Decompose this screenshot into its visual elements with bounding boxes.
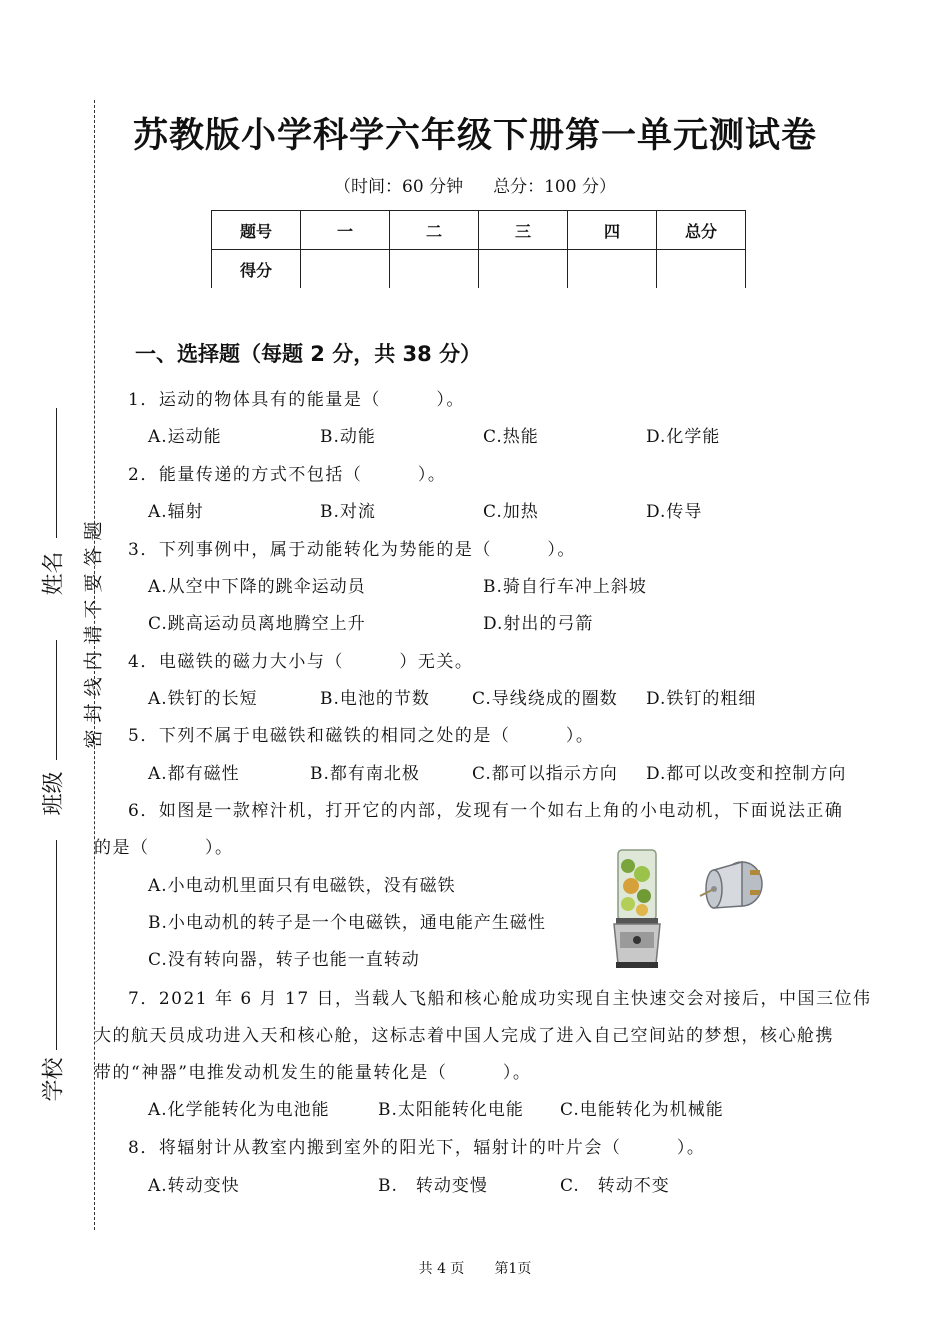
motor-image bbox=[696, 856, 768, 918]
score-header-cell: 四 bbox=[568, 211, 657, 250]
q3-option-a[interactable]: A.从空中下降的跳伞运动员 bbox=[148, 577, 366, 597]
q5-option-b[interactable]: B.都有南北极 bbox=[310, 764, 420, 784]
q3-option-d[interactable]: D.射出的弓箭 bbox=[483, 614, 594, 634]
q6-option-c[interactable]: C.没有转向器，转子也能一直转动 bbox=[148, 950, 420, 970]
score-cell[interactable] bbox=[568, 250, 657, 289]
class-label: 班级 bbox=[41, 771, 67, 816]
q1-option-c[interactable]: C.热能 bbox=[483, 427, 539, 447]
school-underline bbox=[56, 840, 57, 1050]
q3-option-c[interactable]: C.跳高运动员离地腾空上升 bbox=[148, 614, 366, 634]
q7-option-b[interactable]: B.太阳能转化电能 bbox=[378, 1100, 524, 1120]
question-4-stem: 4．电磁铁的磁力大小与（ ）无关。 bbox=[128, 652, 474, 672]
school-label: 学校 bbox=[41, 1057, 67, 1102]
score-header-cell: 三 bbox=[479, 211, 568, 250]
score-header-cell: 一 bbox=[301, 211, 390, 250]
question-7-stem-line2: 大的航天员成功进入天和核心舱，这标志着中国人完成了进入自己空间站的梦想，核心舱携 bbox=[94, 1026, 834, 1046]
q2-option-c[interactable]: C.加热 bbox=[483, 502, 539, 522]
score-table-header-row bbox=[212, 211, 746, 250]
question-6-stem-line1: 6．如图是一款榨汁机，打开它的内部，发现有一个如右上角的小电动机，下面说法正确 bbox=[128, 801, 844, 821]
question-8-stem: 8．将辐射计从教室内搬到室外的阳光下，辐射计的叶片会（ ）。 bbox=[128, 1138, 706, 1158]
page-title: 苏教版小学科学六年级下册第一单元测试卷 bbox=[132, 116, 817, 156]
score-header-cell: 题号 bbox=[212, 211, 301, 250]
score-cell[interactable] bbox=[390, 250, 479, 289]
section-title: 一、选择题（每题 2 分，共 38 分） bbox=[135, 342, 482, 366]
total-pages: 共 4 页 bbox=[418, 1261, 465, 1277]
q5-option-c[interactable]: C.都可以指示方向 bbox=[472, 764, 618, 784]
seal-instruction: 密封线内请不要答题 bbox=[82, 514, 105, 749]
q8-option-b[interactable]: B. 转动变慢 bbox=[378, 1176, 488, 1196]
q5-option-a[interactable]: A.都有磁性 bbox=[148, 764, 240, 784]
question-3-stem: 3．下列事例中，属于动能转化为势能的是（ ）。 bbox=[128, 540, 576, 560]
page-footer bbox=[0, 1258, 950, 1278]
question-7-stem-line3: 带的“神器”电推发动机发生的能量转化是（ ）。 bbox=[94, 1063, 532, 1083]
q7-option-a[interactable]: A.化学能转化为电池能 bbox=[148, 1100, 330, 1120]
q1-option-b[interactable]: B.动能 bbox=[320, 427, 376, 447]
score-table-score-row bbox=[212, 250, 746, 289]
score-row-label: 得分 bbox=[212, 250, 301, 289]
q4-option-b[interactable]: B.电池的节数 bbox=[320, 689, 430, 709]
q8-option-c[interactable]: C. 转动不变 bbox=[560, 1176, 670, 1196]
score-cell[interactable] bbox=[301, 250, 390, 289]
question-2-stem: 2．能量传递的方式不包括（ ）。 bbox=[128, 465, 447, 485]
q2-option-b[interactable]: B.对流 bbox=[320, 502, 376, 522]
question-6-stem-line2: 的是（ ）。 bbox=[94, 838, 234, 858]
exam-total: 总分：100 分） bbox=[493, 177, 616, 197]
exam-time: （时间：60 分钟 bbox=[334, 177, 464, 197]
q5-option-d[interactable]: D.都可以改变和控制方向 bbox=[646, 764, 847, 784]
class-underline bbox=[56, 640, 57, 760]
q2-option-d[interactable]: D.传导 bbox=[646, 502, 703, 522]
q1-option-a[interactable]: A.运动能 bbox=[148, 427, 222, 447]
name-underline bbox=[56, 408, 57, 538]
exam-info bbox=[0, 172, 950, 197]
current-page: 第1页 bbox=[494, 1261, 532, 1277]
q1-option-d[interactable]: D.化学能 bbox=[646, 427, 721, 447]
q3-option-b[interactable]: B.骑自行车冲上斜坡 bbox=[483, 577, 647, 597]
question-5-stem: 5．下列不属于电磁铁和磁铁的相同之处的是（ ）。 bbox=[128, 726, 595, 746]
question-1-stem: 1．运动的物体具有的能量是（ ）。 bbox=[128, 390, 465, 410]
score-cell[interactable] bbox=[479, 250, 568, 289]
q6-option-a[interactable]: A.小电动机里面只有电磁铁，没有磁铁 bbox=[148, 876, 456, 896]
score-table bbox=[211, 210, 746, 288]
q6-option-b[interactable]: B.小电动机的转子是一个电磁铁，通电能产生磁性 bbox=[148, 913, 546, 933]
q4-option-a[interactable]: A.铁钉的长短 bbox=[148, 689, 258, 709]
q8-option-a[interactable]: A.转动变快 bbox=[148, 1176, 240, 1196]
score-header-cell: 二 bbox=[390, 211, 479, 250]
q4-option-c[interactable]: C.导线绕成的圈数 bbox=[472, 689, 618, 709]
q2-option-a[interactable]: A.辐射 bbox=[148, 502, 204, 522]
name-label: 姓名 bbox=[41, 551, 67, 596]
question-7-stem-line1: 7．2021 年 6 月 17 日，当载人飞船和核心舱成功实现自主快速交会对接后，中国三位伟 bbox=[128, 989, 872, 1009]
q7-option-c[interactable]: C.电能转化为机械能 bbox=[560, 1100, 724, 1120]
q4-option-d[interactable]: D.铁钉的粗细 bbox=[646, 689, 757, 709]
score-cell[interactable] bbox=[657, 250, 746, 289]
score-header-cell: 总分 bbox=[657, 211, 746, 250]
juicer-image bbox=[606, 846, 668, 970]
